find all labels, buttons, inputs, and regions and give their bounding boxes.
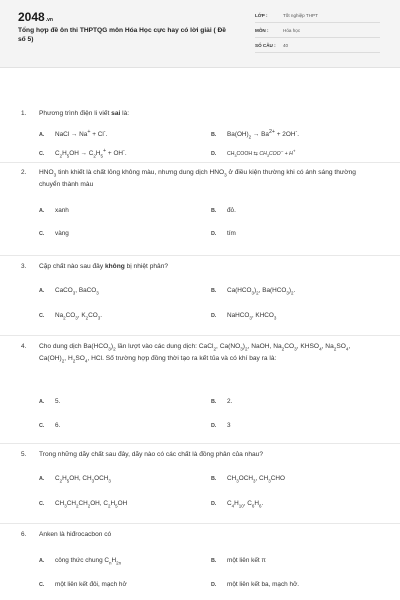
question-number: 2. — [21, 169, 27, 176]
option-c[interactable]: C. vàng — [39, 230, 69, 237]
meta-key: MÔN : — [255, 28, 269, 33]
meta-key: LỚP : — [255, 13, 268, 18]
option-c[interactable]: C. một liên kết đôi, mạch hở — [39, 581, 127, 588]
option-d[interactable]: D. tím — [211, 230, 236, 237]
option-d[interactable]: D. $C_4H_{10}$, $C_6H_6$. — [211, 500, 264, 509]
document-title: Tổng hợp đề ôn thi THPTQG môn Hóa Học cực hay có lời giải ( Đề số 5) — [18, 27, 226, 43]
meta-value: Hóa học — [283, 28, 301, 33]
page-header — [0, 0, 400, 68]
question-3 — [0, 256, 400, 336]
meta-key: SỐ CÂU : — [255, 43, 276, 48]
question-number: 5. — [21, 451, 27, 458]
meta-row-subject — [255, 25, 380, 38]
question-6 — [0, 524, 400, 600]
option-c[interactable]: C. 6. — [39, 422, 61, 429]
question-text: $HNO_3$ tinh khiết là chất lỏng không màu, nhưng dung dịch $HNO_3$ ở điều kiện thường khi có ánh sáng thường chuyển thành màu — [39, 169, 356, 189]
option-a[interactable]: A. $C_2H_5OH$, $CH_3OCH_3$ — [39, 475, 111, 484]
option-d[interactable]: D. $CH_3COOH$ ⇆ $CH_3COO^- + H^+$ — [211, 148, 296, 158]
question-text: Cho dung dịch $Ba(HCO_3)_2$ lần lượt vào các dung dịch: CaCl$_2$, $Ca(NO_3)_2$, NaOH, $Na_2CO_3$, $KHSO_4$, $Na_2SO_4$, $Ca(OH)_2$, $H_2SO_4$, HCl. Số trường hợp đồng thời tạo ra kết tủa và có khí bay ra là: — [39, 343, 351, 364]
site-logo[interactable]: 2048.vn — [18, 10, 53, 24]
meta-value: 40 — [283, 43, 289, 48]
option-a[interactable]: A. 5. — [39, 398, 61, 405]
meta-value: Tốt nghiệp THPT — [283, 13, 318, 18]
option-c[interactable]: C. $CH_3CH_2CH_2OH$, $C_2H_5OH$ — [39, 500, 128, 509]
question-text: Phương trình điện li viết sai là: — [39, 110, 130, 117]
option-b[interactable]: B. $CH_3OCH_3$, $CH_3CHO$ — [211, 475, 285, 484]
option-d[interactable]: D. một liên kết ba, mạch hở. — [211, 581, 300, 588]
option-b[interactable]: B. đỏ. — [211, 207, 236, 214]
question-number: 6. — [21, 531, 27, 538]
option-a[interactable]: A. NaCl → Na+ + Cl-. — [39, 129, 108, 139]
option-b[interactable]: B. 2. — [211, 398, 233, 405]
question-text: Trong những dãy chất sau đây, dãy nào có các chất là đồng phân của nhau? — [39, 451, 263, 458]
option-c[interactable]: C. $C_2H_5OH \to C_2H_5^+ + OH^-$. — [39, 148, 127, 159]
question-number: 1. — [21, 110, 27, 117]
meta-row-class — [255, 10, 380, 23]
meta-row-question-count — [255, 40, 380, 53]
question-1 — [0, 106, 400, 163]
question-text: Anken là hiđrocacbon có — [39, 531, 112, 538]
question-2 — [0, 163, 400, 256]
question-4 — [0, 336, 400, 444]
option-b[interactable]: B. một liên kết π — [211, 557, 266, 564]
option-c[interactable]: C. $Na_2CO_3$, $K_2CO_3$. — [39, 312, 102, 321]
question-5 — [0, 444, 400, 524]
option-a[interactable]: A. CaCO$_3$, BaCO$_3$ — [39, 287, 99, 296]
option-d[interactable]: D. NaHCO$_3$, $KHCO_3$ — [211, 312, 277, 321]
question-text: Cặp chất nào sau đây không bị nhiệt phân? — [39, 263, 169, 270]
question-number: 3. — [21, 263, 27, 270]
option-d[interactable]: D. 3 — [211, 422, 231, 429]
option-b[interactable]: B. $Ca(HCO_3)_2$, $Ba(HCO_3)_2$. — [211, 287, 296, 296]
question-number: 4. — [21, 343, 27, 350]
option-a[interactable]: A. xanh — [39, 207, 69, 214]
option-b[interactable]: B. $Ba(OH)_2 \to Ba^{2+} + 2OH^-$. — [211, 129, 300, 140]
option-a[interactable]: A. công thức chung $C_nH_{2n}$ — [39, 557, 122, 566]
